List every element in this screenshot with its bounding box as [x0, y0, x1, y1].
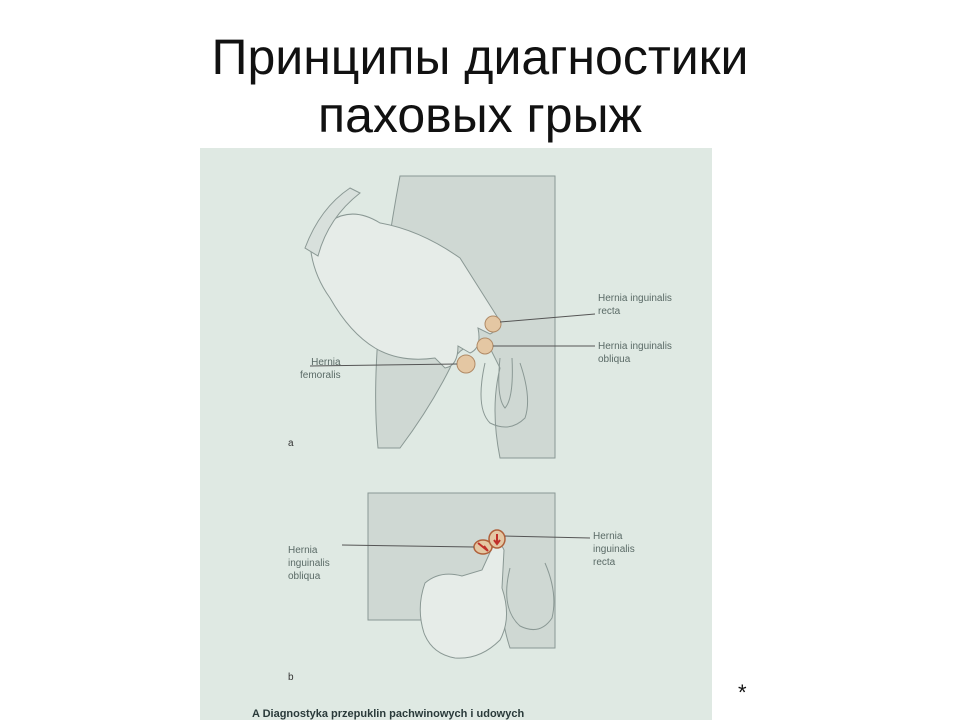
panel-a-label-obliqua	[598, 340, 672, 366]
figure-caption: A Diagnostyka przepuklin pachwinowych i udowych	[252, 708, 525, 720]
textbook-scan	[200, 148, 712, 720]
anatomy-illustration	[200, 148, 712, 720]
slide-title	[0, 28, 960, 144]
panel-a-letter: a	[288, 438, 294, 449]
panel-a-label-obliqua-line-1: Hernia inguinalis	[598, 341, 672, 352]
panel-b-letter: b	[288, 672, 294, 683]
footnote-asterisk: *	[738, 680, 747, 705]
panel-a-label-femoralis-line-2: femoralis	[300, 370, 341, 381]
panel-b-label-recta-line-1: Hernia	[593, 531, 623, 542]
panel-a-label-femoralis-line-1: Hernia	[311, 357, 341, 368]
panel-b-label-recta	[593, 530, 635, 569]
panel-a-label-femoralis	[300, 356, 341, 382]
panel-b-label-obliqua-line-3: obliqua	[288, 571, 321, 582]
panel-b-label-obliqua-line-2: inguinalis	[288, 558, 330, 569]
panel-b-label-obliqua-line-1: Hernia	[288, 545, 318, 556]
slide-title-line-1: Принципы диагностики	[211, 29, 749, 85]
panel-a-site-femoralis	[457, 355, 475, 373]
panel-b-label-recta-line-2: inguinalis	[593, 544, 635, 555]
panel-a-label-obliqua-line-2: obliqua	[598, 354, 631, 365]
panel-a-label-recta-line-2: recta	[598, 306, 621, 317]
slide-title-line-2: паховых грыж	[318, 87, 642, 143]
panel-b-label-obliqua	[288, 544, 330, 583]
panel-a-label-recta	[598, 292, 672, 318]
panel-a-site-obliqua	[477, 338, 493, 354]
panel-a-label-recta-line-1: Hernia inguinalis	[598, 293, 672, 304]
panel-b-label-recta-line-3: recta	[593, 557, 616, 568]
panel-a-site-recta	[485, 316, 501, 332]
